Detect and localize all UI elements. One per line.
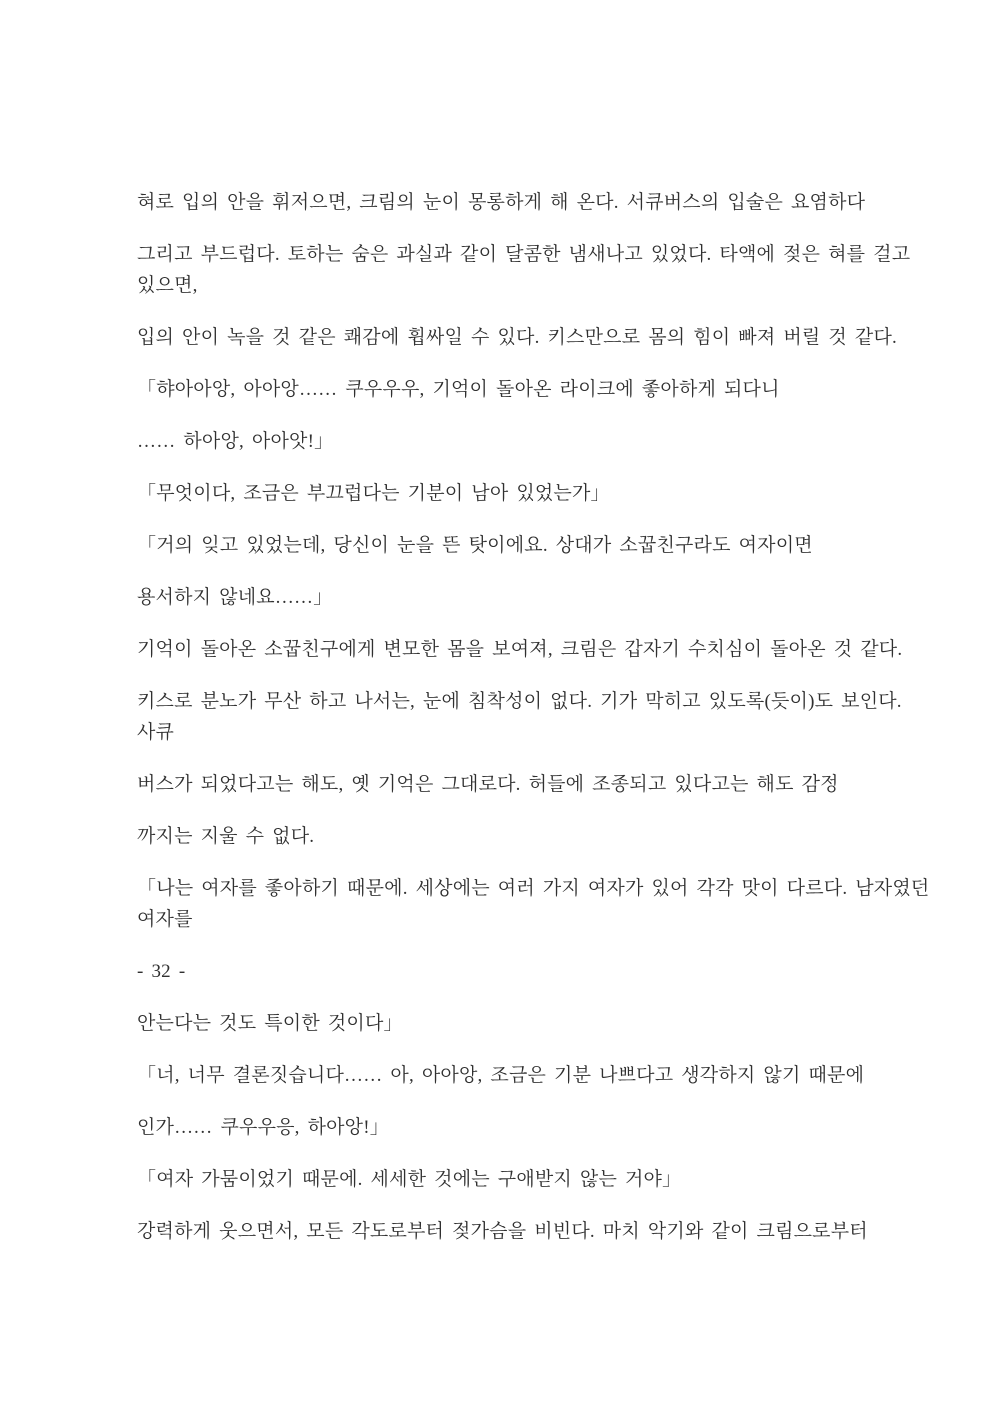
text-line: 「무엇이다, 조금은 부끄럽다는 기분이 남아 있었는가」 (137, 483, 610, 504)
text-line: 키스로 분노가 무산 하고 나서는, 눈에 침착성이 없다. 기가 막히고 있도록(듯이)도 보인다. (137, 691, 902, 712)
text-line: 기억이 돌아온 소꿉친구에게 변모한 몸을 보여져, 크림은 갑자기 수치심이 돌아온 것 같다. (137, 639, 903, 660)
dialogue-paragraph (137, 478, 855, 509)
body-paragraph (137, 634, 903, 665)
text-line: 입의 안이 녹을 것 같은 쾌감에 휩싸일 수 있다. 키스만으로 몸의 힘이 빠져 버릴 것 같다. (137, 327, 897, 348)
text-line: 안는다는 것도 특이한 것이다」 (137, 1013, 403, 1034)
dialogue-paragraph (137, 1112, 855, 1143)
dialogue-paragraph (137, 1060, 865, 1091)
text-line: - 32 - (137, 961, 186, 982)
text-line: 용서하지 않네요……」 (137, 587, 333, 608)
body-paragraph (137, 769, 855, 800)
body-paragraph (137, 322, 897, 353)
dialogue-paragraph (137, 1008, 855, 1039)
text-line: 인가…… 쿠우우응, 하아앙!」 (137, 1117, 389, 1138)
text-line: …… 하아앙, 아아앗!」 (137, 431, 334, 452)
body-paragraph (137, 686, 902, 748)
body-paragraph (137, 1216, 868, 1247)
body-paragraph (137, 187, 866, 218)
dialogue-paragraph (137, 873, 930, 935)
dialogue-paragraph (137, 582, 855, 613)
text-line: 강력하게 웃으면서, 모든 각도로부터 젖가슴을 비빈다. 마치 악기와 같이 크림으로부터 (137, 1221, 868, 1242)
text-line: 까지는 지울 수 없다. (137, 826, 315, 847)
page-number (137, 956, 855, 987)
text-line: 「여자 가뭄이었기 때문에. 세세한 것에는 구애받지 않는 거야」 (137, 1169, 682, 1190)
text-line: 「거의 잊고 있었는데, 당신이 눈을 뜬 탓이에요. 상대가 소꿉친구라도 여자이면 (137, 535, 813, 556)
text-line: 사큐 (137, 722, 175, 743)
dialogue-paragraph (137, 374, 855, 405)
text-line: 그리고 부드럽다. 토하는 숨은 과실과 같이 달콤한 냄새나고 있었다. 타액에 젖은 혀를 걸고 (137, 244, 911, 265)
dialogue-paragraph (137, 426, 855, 457)
body-paragraph (137, 821, 855, 852)
body-paragraph (137, 239, 911, 301)
text-block (137, 187, 930, 1247)
text-line: 혀로 입의 안을 휘저으면, 크림의 눈이 몽롱하게 해 온다. 서큐버스의 입술은 요염하다 (137, 192, 866, 213)
text-line: 「너, 너무 결론짓습니다…… 아, 아아앙, 조금은 기분 나쁘다고 생각하지 않기 때문에 (137, 1065, 865, 1086)
dialogue-paragraph (137, 1164, 855, 1195)
text-line: 「햐아아앙, 아아앙…… 쿠우우우, 기억이 돌아온 라이크에 좋아하게 되다니 (137, 379, 780, 400)
text-line: 버스가 되었다고는 해도, 옛 기억은 그대로다. 허들에 조종되고 있다고는 해도 감정 (137, 774, 839, 795)
text-line: 「나는 여자를 좋아하기 때문에. 세상에는 여러 가지 여자가 있어 각각 맛이 다르다. 남자였던 (137, 878, 930, 899)
text-line: 있으면, (137, 275, 198, 296)
dialogue-paragraph (137, 530, 855, 561)
text-line: 여자를 (137, 909, 193, 930)
